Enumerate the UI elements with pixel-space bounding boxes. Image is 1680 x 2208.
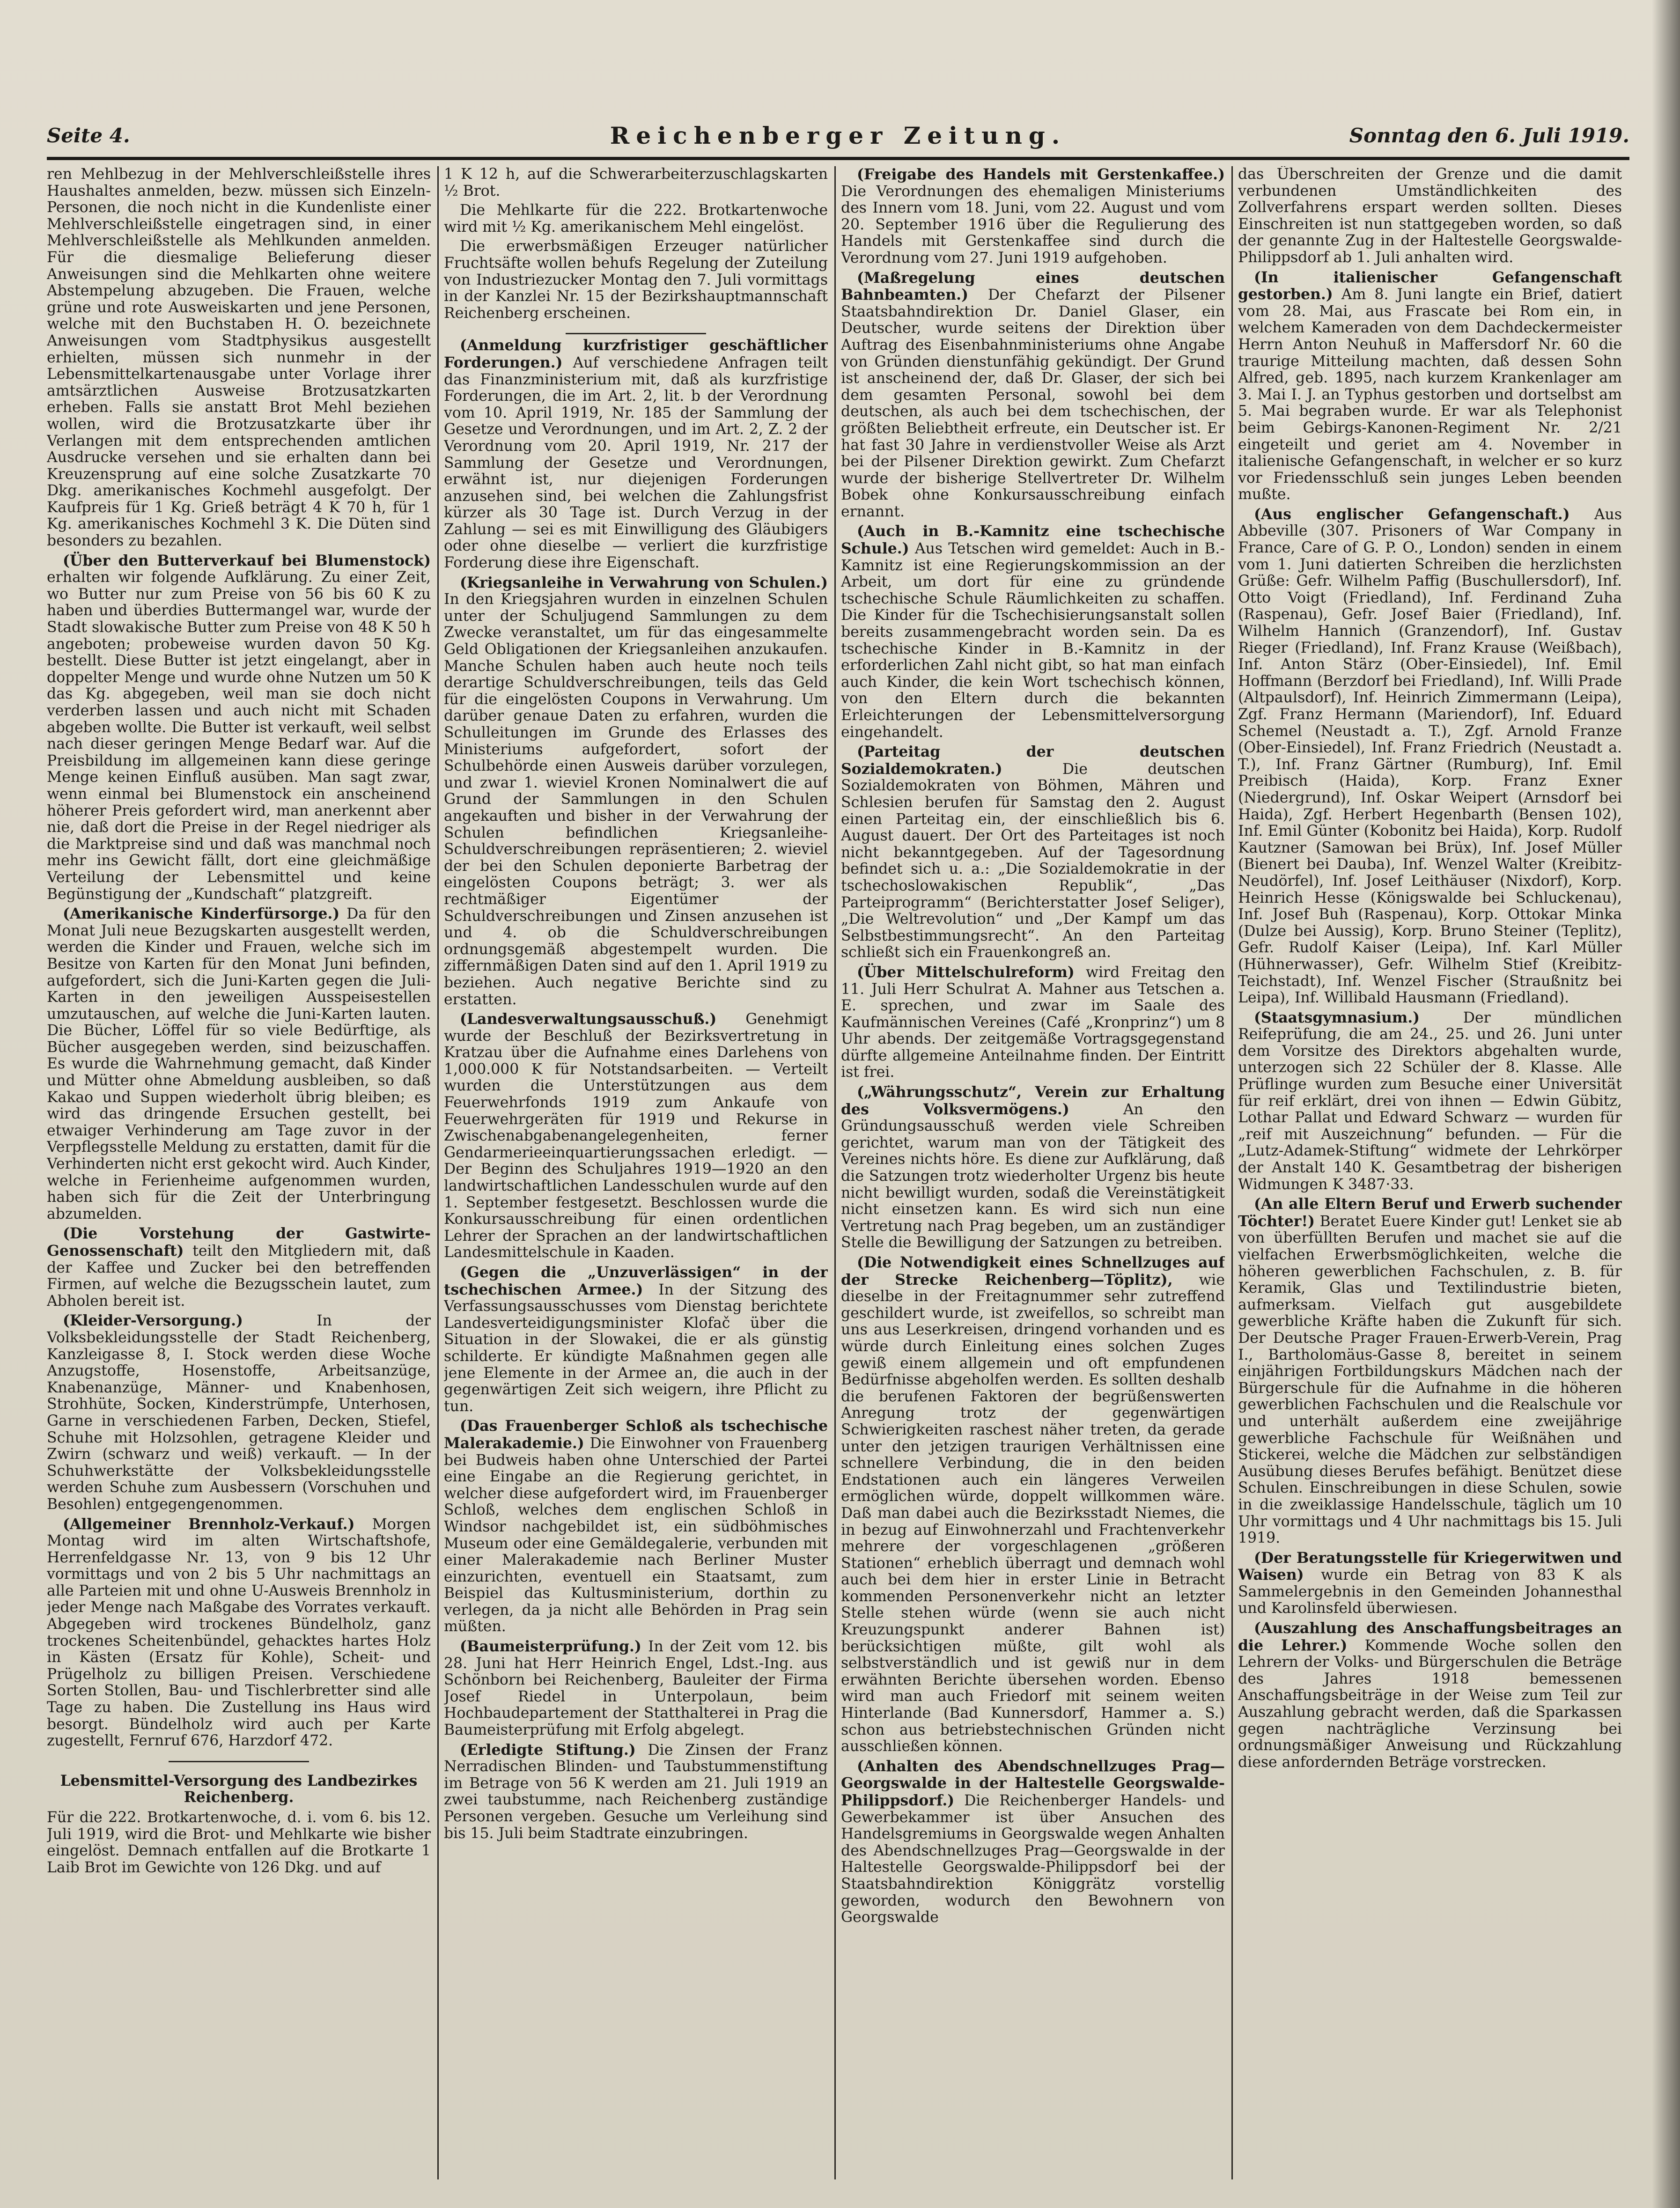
article-heading: (Das Frauenberger Schloß als tschechische Malerakademie.) bbox=[444, 1417, 828, 1452]
column-3 bbox=[841, 166, 1225, 2179]
article-paragraph bbox=[47, 1312, 431, 1513]
article-paragraph bbox=[47, 552, 431, 903]
article-heading: (Aus englischer Gefangenschaft.) bbox=[1254, 505, 1570, 523]
article-paragraph bbox=[841, 1254, 1225, 1755]
article-body: wurde ein Betrag von 83 K als Sammelergebnis in den Gemeinden Johannesthal und Karolinsfeld überwiesen. bbox=[1238, 1567, 1622, 1617]
article-paragraph bbox=[1238, 1196, 1622, 1546]
article-body: erhalten wir folgende Aufklärung. Zu einer Zeit, wo Butter nur zum Preise von 56 bis 60 K zu haben und überdies Buttermangel war, wurde der Stadt slowakische Butter zum Preise von 48 K 50 h angeboten; probeweise wurden davon 50 Kg. bestellt. Diese Butter ist jetzt eingelangt, aber in doppelter Menge und wurde ohne Nutzen um 50 K das Kg. abgegeben, weil man sie doch nicht verderben lassen und auch nicht mit Schaden abgeben wollte. Die Butter ist verkauft, weil selbst nach dieser geringen Menge Bedarf war. Auf die Preisbildung im allgemeinen kann diese geringe Menge keinen Einfluß ausüben. Man sagt zwar, wenn einmal bei Blumenstock ein anscheinend höherer Preis gefordert wird, man anerkennt aber nie, daß dort die Preise in der Regel niedriger als die Marktpreise sind und daß was manchmal noch mehr ins Gewicht fällt, dort eine gleichmäßige Verteilung der Lebensmittel und keine Begünstigung der „Kundschaft“ platzgreift. bbox=[47, 569, 431, 903]
article-body: Für die 222. Brotkartenwoche, d. i. vom 6. bis 12. Juli 1919, wird die Brot- und Mehlkarte wie bisher eingelöst. Demnach entfallen auf die Brotkarte 1 Laib Brot im Gewichte von 126 Dkg. und auf bbox=[47, 1809, 431, 1876]
article-body: wie dieselbe in der Freitagnummer sehr zutreffend geschildert wurde, ist zweifellos, so schreibt man uns aus Leserkreisen, dringend vorhanden und es würde durch Einleitung eines solchen Zuges gewiß einem allgemein und oft empfundenen Bedürfnisse abgeholfen werden. Es sollten deshalb die berufenen Faktoren der begrüßenswerten Anregung trotz der gegenwärtigen Schwierigkeiten raschest näher treten, da gerade unter den jetzigen traurigen Verhältnissen eine schnellere Verbindung, die in den beiden Endstationen auch ein längeres Verweilen ermöglichen würde, doppelt willkommen wäre. Daß man dabei auch die Bezirksstadt Niemes, die in bezug auf Einwohnerzahl und Frachtenverkehr mehrere der vorgeschlagenen „größeren Stationen“ erheblich überragt und demnach wohl auch bei dem hier in erster Linie in Betracht kommenden Personenverkehr nicht an letzter Stelle stehen würde (wenn sie auch nicht Kreuzungspunkt anderer Bahnen ist) berücksichtigen müßte, gilt wohl als selbstverständlich und ist gewiß nur in dem erwähnten Berichte übersehen worden. Ebenso wird man auch Friedorf mit seinem weiten Hinterlande (Bad Kunnersdorf, Hammer a. S.) schon aus betriebstechnischen Gründen nicht ausschließen können. bbox=[841, 1271, 1225, 1755]
article-paragraph bbox=[841, 1758, 1225, 1926]
article-heading: (Staatsgymnasium.) bbox=[1254, 1008, 1420, 1026]
article-paragraph bbox=[841, 743, 1225, 961]
article-body: In der Volksbekleidungsstelle der Stadt Reichenberg, Kanzleigasse 8, I. Stock werden diese Woche Anzugstoffe, Hosenstoffe, Arbeitsanzüge, Knabenanzüge, Männer- und Knabenhosen, Strohhüte, Socken, Kinderstrümpfe, Unterhosen, Garne in verschiedenen Farben, Decken, Stiefel, Schuhe mit Holzsohlen, getragene Kleider und Zwirn (schwarz und weiß) verkauft. — In der Schuhwerkstätte der Volksbekleidungsstelle werden Schuhe zum Ausbessern (Vorschuhen und Besohlen) entgegengenommen. bbox=[47, 1312, 431, 1513]
article-body: Die Reichenberger Handels- und Gewerbekammer ist über Ansuchen des Handelsgremiums in Georgswalde wegen Anhalten des Abendschnellzuges Prag—Georgswalde in der Haltestelle Georgswalde-Philippsdorf bei der Staatsbahndirektion Königgrätz vorstellig geworden, wodurch den Bewohnern von Georgswalde bbox=[841, 1792, 1225, 1926]
article-heading: (Erledigte Stiftung.) bbox=[460, 1741, 636, 1759]
article-heading: (Anhalten des Abendschnellzuges Prag—Georgswalde in der Haltestelle Georgswalde-Philippsdorf.) bbox=[841, 1757, 1225, 1809]
column-divider bbox=[437, 166, 439, 2179]
article-body: das Überschreiten der Grenze und die damit verbundenen Umständlichkeiten des Zollverfahrens erspart werden sollten. Dieses Einschreiten ist nun stattgegeben worden, so daß der genannte Zug in der Haltestelle Georgswalde-Philippsdorf ab 1. Juli anhalten wird. bbox=[1238, 166, 1622, 266]
article-heading: (Baumeisterprüfung.) bbox=[460, 1638, 641, 1656]
article-body: wird Freitag den 11. Juli Herr Schulrat A. Mahner aus Tetschen a. E. sprechen, und zwar im Saale des Kaufmännischen Vereines (Café „Kronprinz“) um 8 Uhr abends. Der zeitgemäße Vortragsgegenstand dürfte allgemeine Anteilnahme finden. Der Eintritt ist frei. bbox=[841, 964, 1225, 1081]
article-body: Beratet Euere Kinder gut! Lenket sie ab von überfüllten Berufen und machet sie auf die vielfachen Erwerbsmöglichkeiten, welche die höheren gewerblichen Fachschulen, z. B. für Keramik, Glas und Textilindustrie bieten, aufmerksam. Vielfach gut ausgebildete gewerbliche Kräfte haben die Zukunft für sich. Der Deutsche Prager Frauen-Erwerb-Verein, Prag I., Bartholomäus-Gasse 8, bereitet in seinem einjährigen Fortbildungskurs Mädchen nach der Bürgerschule für die Aufnahme in die höheren gewerblichen Fachschulen und die Realschule vor und unterhält außerdem eine zweijährige gewerbliche Fachschule für Weißnähen und Stickerei, welche die Mädchen zur selbständigen Ausübung dieses Berufes befähigt. Benützet diese Schulen. Einschreibungen in diese Schulen, sowie in die zweiklassige Handelsschule, täglich um 10 Uhr vormittags und 4 Uhr nachmittags bis 15. Juli 1919. bbox=[1238, 1213, 1622, 1547]
article-heading: (Gegen die „Unzuverlässigen“ in der tschechischen Armee.) bbox=[444, 1264, 828, 1298]
article-body: teilt den Mitgliedern mit, daß der Kaffee und Zucker bei den betreffenden Firmen, auf welche die Bezugsschein lautet, zum Abholen bereit ist. bbox=[47, 1243, 431, 1310]
header-rule bbox=[47, 157, 1629, 160]
article-body: In der Zeit vom 12. bis 28. Juni hat Herr Heinrich Engel, Ldst.-Ing. aus Schönborn bei Reichenberg, Bauleiter der Firma Josef Riedel in Unterpolaun, beim Hochbaudepartement der Statthalterei in Prag die Baumeisterprüfung mit Erfolg abgelegt. bbox=[444, 1638, 828, 1739]
article-paragraph bbox=[1238, 1620, 1622, 1771]
article-body: Die Zinsen der Franz Nerradischen Blinden- und Taubstummenstiftung im Betrage von 56 K werden am 21. Juli 1919 an zwei taubstumme, nach Reichenberg zuständige Personen vergeben. Gesuche um Verleihung sind bis 15. Juli beim Stadtrate einzubringen. bbox=[444, 1741, 828, 1842]
article-paragraph bbox=[444, 1264, 828, 1415]
article-body: Aus Tetschen wird gemeldet: Auch in B.-Kamnitz ist eine Regierungskommission an der Arbeit, um dort für eine zu gründende tschechische Schule Räumlichkeiten zu schaffen. Die Kinder für die Tschechisierungsanstalt sollen bereits zusammengebracht worden sein. Da es tschechische Kinder in B.-Kamnitz in der erforderlichen Zahl nicht gibt, so hat man einfach auch Kinder, die kein Wort tschechisch können, von den Eltern durch die bekannten Erleichterungen der Lebensmittelversorgung eingehandelt. bbox=[841, 540, 1225, 741]
article-body: Der Chefarzt der Pilsener Staatsbahndirektion Dr. Daniel Glaser, ein Deutscher, wurde seitens der Direktion über Auftrag des Eisenbahnministeriums ohne Angabe von Gründen dienstunfähig gekündigt. Der Grund ist anscheinend der, daß Dr. Glaser, der sich bei dem gesamten Personal, sowohl bei dem deutschen, als auch bei dem tschechischen, der größten Beliebtheit erfreute, ein Deutscher ist. Er hat fast 30 Jahre in verdienstvoller Weise als Arzt bei der Pilsener Direktion gewirkt. Zum Chefarzt wurde der bisherige Stellvertreter Dr. Wilhelm Bobek ohne Konkursausschreibung einfach ernannt. bbox=[841, 287, 1225, 520]
article-heading: (Die Notwendigkeit eines Schnellzuges auf der Strecke Reichenberg—Töplitz), bbox=[841, 1254, 1225, 1288]
article-paragraph bbox=[841, 964, 1225, 1081]
article-heading: (Parteitag der deutschen Sozialdemokraten.) bbox=[841, 743, 1225, 778]
article-heading: (Amerikanische Kinderfürsorge.) bbox=[63, 905, 340, 923]
article-paragraph bbox=[841, 1084, 1225, 1251]
article-paragraph bbox=[1238, 1550, 1622, 1617]
article-paragraph bbox=[47, 166, 431, 550]
article-heading: (Kriegsanleihe in Verwahrung von Schulen.) bbox=[460, 574, 828, 591]
article-body: Morgen Montag wird im alten Wirtschaftshofe, Herrenfeldgasse Nr. 13, von 9 bis 12 Uhr vormittags und von 2 bis 5 Uhr nachmittags an alle Parteien mit und ohne U-Ausweis Brennholz in jeder Menge nach Maßgabe des Vorrates verkauft. Abgegeben wird trockenes Bündelholz, ganz trockenes Scheitenbündel, gehacktes hartes Holz in Kästen (Ersatz für Kohle), Scheit- und Prügelholz zu billigen Preisen. Verschiedene Sorten Stollen, Bau- und Tischlerbretter sind alle Tage zu haben. Die Zustellung ins Haus wird besorgt. Bündelholz wird auch per Karte zugestellt, Fernruf 676, Harzdorf 472. bbox=[47, 1516, 431, 1750]
article-paragraph bbox=[444, 1638, 828, 1739]
article-body: ren Mehlbezug in der Mehlverschleißstelle ihres Haushaltes anmelden, bezw. müssen sich Einzeln-Personen, die noch nicht in die Kundenliste einer Mehlverschleißstelle eingetragen sind, in einer Mehlverschleißstelle als Mehlkunden anmelden. Für die diesmalige Belieferung dieser Anweisungen sind die Mehlkarten ohne weitere Abstempelung abzugeben. Die Frauen, welche grüne und rote Ausweiskarten und jene Personen, welche mit den Buchstaben H. O. bezeichnete Anweisungen vom Stadtphysikus ausgestellt erhielten, müssen sich nunmehr in der Lebensmittelkartenausgabe unter Vorlage ihrer amtsärztlichen Ausweise Brotzusatzkarten erheben. Falls sie anstatt Brot Mehl beziehen wollen, wird die Brotzusatzkarte über ihr Verlangen mit dem entsprechenden amtlichen Ausdrucke versehen und sie erhalten dann bei Kreuzensprung auf eine solche Zusatzkarte 70 Dkg. amerikanisches Kochmehl ausgefolgt. Der Kaufpreis für 1 Kg. Grieß beträgt 4 K 70 h, für 1 Kg. amerikanisches Kochmehl 3 K. Die Düten sind besonders zu bezahlen. bbox=[47, 166, 431, 550]
article-heading: („Währungsschutz“, Verein zur Erhaltung des Volksvermögens.) bbox=[841, 1083, 1225, 1118]
article-body: An den Gründungsausschuß werden viele Schreiben gerichtet, warum man von der Tätigkeit des Vereines nichts höre. Es diene zur Aufklärung, daß die Satzungen trotz wiederholter Urgenz bis heute nicht bewilligt wurden, sodaß die Vereinstätigkeit nicht einsetzen kann. Es wird sich nun eine Vertretung nach Prag begeben, um an zuständiger Stelle die Bewilligung der Satzungen zu betreiben. bbox=[841, 1101, 1225, 1251]
section-title: Lebensmittel-Versorgung des Landbezirkes Reichenberg. bbox=[60, 1772, 418, 1806]
column-divider bbox=[1231, 166, 1233, 2179]
page-number: Seite 4. bbox=[47, 124, 130, 147]
article-paragraph bbox=[1238, 269, 1622, 503]
article-heading: (Kleider-Versorgung.) bbox=[63, 1312, 243, 1330]
article-body: Die Verordnungen des ehemaligen Ministeriums des Innern vom 18. Juni, vom 22. August und vom 20. September 1916 über die Regulierung des Handels mit Gerstenkaffee sind durch die Verordnung vom 27. Juni 1919 aufgehoben. bbox=[841, 183, 1225, 266]
article-heading: (Landesverwaltungsausschuß.) bbox=[460, 1010, 717, 1028]
article-body: Genehmigt wurde der Beschluß der Bezirksvertretung in Kratzau über die Aufnahme eines Darlehens von 1,000.000 K für Notstandsarbeiten. — Verteilt wurden die Unterstützungen aus dem Feuerwehrfonds 1919 zum Ankaufe von Feuerwehrgeräten für 1919 und Rekurse in Zwischenabgabenangelegenheiten, ferner Gendarmerieeinquartierungssachen erledigt. — Der Beginn des Schuljahres 1919—1920 an den landwirtschaftlichen Landesschulen wurde auf den 1. September festgesetzt. Beschlossen wurde die Konkursausschreibung für einen ordentlichen Lehrer der Sprachen an der landwirtschaftlichen Landesmittelschule in Kaaden. bbox=[444, 1011, 828, 1261]
article-body: Der mündlichen Reifeprüfung, die am 24., 25. und 26. Juni unter dem Vorsitze des Direktors abgehalten wurde, unterzogen sich 22 Schüler der 8. Klasse. Alle Prüflinge wurden zum Besuche einer Universität für reif erklärt, drei von ihnen — Edwin Gübitz, Lothar Pallat und Edward Schwarz — wurden für „reif mit Auszeichnung“ befunden. — Für die „Lutz-Adamek-Stiftung“ widmete der Lehrkörper der Anstalt 140 K. Gesamtbetrag der bisherigen Widmungen K 3487·33. bbox=[1238, 1009, 1622, 1193]
article-body: In der Sitzung des Verfassungsausschusses vom Dienstag berichtete Landesverteidigungsminister Klofač über die Situation in der Slowakei, die er als günstig schilderte. Er kündigte Maßnahmen gegen alle jene Elemente in der Armee an, die auch in der gegenwärtigen Zeit sich weigern, ihre Pflicht zu tun. bbox=[444, 1281, 828, 1415]
section-rule bbox=[169, 1761, 309, 1762]
article-paragraph bbox=[841, 270, 1225, 521]
article-paragraph bbox=[47, 1516, 431, 1750]
article-body: 1 K 12 h, auf die Schwerarbeiterzuschlagskarten ½ Brot. bbox=[444, 166, 828, 199]
page-edge-shadow bbox=[1652, 0, 1680, 2208]
article-body: Am 8. Juni langte ein Brief, datiert vom 28. Mai, aus Frascate bei Rom ein, in welchem Kameraden von dem Dachdeckermeister Herrn Anton Neuhuß in Maffersdorf Nr. 60 die traurige Mitteilung machten, daß dessen Sohn Alfred, geb. 1895, nach kurzem Krankenlager am 3. Mai I. J. an Typhus gestorben und dortselbst am 5. Mai begraben wurde. Er war als Telephonist beim Gebirgs-Kanonen-Regiment Nr. 2/21 eingeteilt und geriet am 4. November in italienische Gefangenschaft, in welcher er so kurz vor Friedensschluß sein junges Leben beenden mußte. bbox=[1238, 286, 1622, 503]
article-body: In den Kriegsjahren wurden in einzelnen Schulen unter der Schuljugend Sammlungen zu dem Zwecke veranstaltet, um für das eingesammelte Geld Obligationen der Kriegsanleihen anzukaufen. Manche Schulen haben auch heute noch teils derartige Schuldverschreibungen, teils das Geld für die eingelösten Coupons in Verwahrung. Um darüber genaue Daten zu erfahren, wurden die Schulleitungen im Grunde des Erlasses des Ministeriums aufgefordert, sofort der Schulbehörde einen Ausweis darüber vorzulegen, und zwar 1. wieviel Kronen Nominalwert die auf Grund der Sammlungen in den Schulen angekauften und bisher in der Verwahrung der Schulen befindlichen Kriegsanleihe-Schuldverschreibungen repräsentieren; 2. wieviel der bei den Schulen deponierte Barbetrag der eingelösten Coupons beträgt; 3. wer als rechtmäßiger Eigentümer der Schuldverschreibungen und Zinsen anzusehen ist und 4. ob die Schuldverschreibungen ordnungsgemäß abgestempelt wurden. Die ziffernmäßigen Daten sind auf den 1. April 1919 zu beziehen. Auch negative Berichte sind zu erstatten. bbox=[444, 591, 828, 1008]
article-body: Die Einwohner von Frauenberg bei Budweis haben ohne Unterschied der Partei eine Eingabe an die Regierung gerichtet, in welcher diese aufgefordert wird, im Frauenberger Schloß, welches dem englischen Schloß in Windsor nachgebildet ist, ein südböhmisches Museum oder eine Gemäldegalerie, verbunden mit einer Malerakademie nach Berliner Muster einzurichten, eventuell ein Staatsamt, zum Beispiel das Kultusministerium, dorthin zu verlegen, da ja nicht alle Behörden in Prag sein müßten. bbox=[444, 1435, 828, 1635]
article-paragraph bbox=[47, 1225, 431, 1310]
article-heading: (Auch in B.-Kamnitz eine tschechische Schule.) bbox=[841, 523, 1225, 558]
article-heading: (Maßregelung eines deutschen Bahnbeamten.) bbox=[841, 269, 1225, 304]
article-paragraph bbox=[444, 166, 828, 199]
article-paragraph bbox=[47, 905, 431, 1222]
section-rule bbox=[566, 333, 706, 334]
article-paragraph bbox=[444, 202, 828, 236]
issue-date: Sonntag den 6. Juli 1919. bbox=[1349, 124, 1629, 147]
article-paragraph bbox=[1238, 166, 1622, 266]
article-paragraph bbox=[444, 1418, 828, 1635]
article-paragraph bbox=[444, 337, 828, 571]
article-paragraph bbox=[841, 166, 1225, 267]
article-heading: (Über Mittelschulreform) bbox=[857, 963, 1075, 981]
article-heading: (An alle Eltern Beruf und Erwerb suchender Töchter!) bbox=[1238, 1195, 1622, 1230]
article-heading: (Allgemeiner Brennholz-Verkauf.) bbox=[63, 1515, 355, 1533]
article-heading: (Freigabe des Handels mit Gerstenkaffee.) bbox=[857, 166, 1225, 183]
article-paragraph bbox=[47, 1810, 431, 1876]
column-4 bbox=[1238, 166, 1622, 2179]
article-heading: (Über den Butterverkauf bei Blumenstock) bbox=[63, 552, 431, 569]
article-paragraph bbox=[1238, 506, 1622, 1007]
article-body: Auf verschiedene Anfragen teilt das Finanzministerium mit, daß als kurzfristige Forderungen, die im Art. 2, lit. b der Verordnung vom 10. April 1919, Nr. 185 der Sammlung der Gesetze und Verordnungen, und im Art. 2, Z. 2 der Verordnung vom 20. April 1919, Nr. 217 der Sammlung der Gesetze und Verordnungen, erwähnt ist, nur diejenigen Forderungen anzusehen sind, bei welchen die Zahlungsfrist kürzer als 30 Tage ist. Durch Verzug in der Zahlung — sei es mit Einwilligung des Gläubigers oder ohne dieselbe — verliert die kurzfristige Forderung diese ihre Eigenschaft. bbox=[444, 354, 828, 572]
article-body: Die erwerbsmäßigen Erzeuger natürlicher Fruchtsäfte wollen behufs Regelung der Zuteilung von Industriezucker Montag den 7. Juli vormittags in der Kanzlei Nr. 15 der Bezirkshauptmannschaft Reichenberg erscheinen. bbox=[444, 238, 828, 322]
column-divider bbox=[834, 166, 836, 2179]
article-body: Da für den Monat Juli neue Bezugskarten ausgestellt werden, werden die Kinder und Frauen, welche sich im Besitze von Karten für den Monat Juni befinden, aufgefordert, sich die Juni-Karten gegen die Juli-Karten in den jeweiligen Ausspeisestellen umzutauschen, auf welche die Juni-Karten lauten. Die Bücher, Löffel für so viele Bedürftige, als Bücher ausgegeben werden, sind beizuschaffen. Es wurde die Wahrnehmung gemacht, daß Kinder und Mütter ohne Abmeldung ausbleiben, so daß Kakao und Suppen wiederholt übrig bleiben; es wird das dringende Ersuchen gestellt, bei etwaiger Verhinderung am Tage zuvor in der Verpflegsstelle Meldung zu erstatten, damit für die Verhinderten nicht erst gekocht wird. Auch Kinder, welche in Ferienheime aufgenommen wurden, haben sich für die Zeit der Unterbringung abzumelden. bbox=[47, 905, 431, 1222]
page-header bbox=[47, 119, 1629, 152]
article-paragraph bbox=[444, 1011, 828, 1261]
article-paragraph bbox=[444, 574, 828, 1008]
article-paragraph bbox=[1238, 1009, 1622, 1193]
article-heading: (In italienischer Gefangenschaft gestorben.) bbox=[1238, 268, 1622, 303]
article-paragraph bbox=[444, 1742, 828, 1842]
article-body: Die deutschen Sozialdemokraten von Böhmen, Mähren und Schlesien berufen für Samstag den 2. August einen Parteitag ein, der einschließlich bis 6. August dauert. Der Ort des Parteitages ist noch nicht bekanntgegeben. Auf der Tagesordnung befindet sich u. a.: „Die Sozialdemokratie in der tschechoslowakischen Republik“, „Das Parteiprogramm“ (Berichterstatter Josef Seliger), „Die Weltrevolution“ und „Der Kampf um das Selbstbestimmungsrecht“. An den Parteitag schließt sich ein Frauenkongreß an. bbox=[841, 760, 1225, 961]
column-2 bbox=[444, 166, 828, 2179]
article-heading: (Anmeldung kurzfristiger geschäftlicher Forderungen.) bbox=[444, 337, 828, 371]
column-1 bbox=[47, 166, 431, 2179]
article-heading: (Auszahlung des Anschaffungsbeitrages an die Lehrer.) bbox=[1238, 1619, 1622, 1654]
article-paragraph bbox=[444, 238, 828, 322]
article-heading: (Die Vorstehung der Gastwirte-Genossenschaft) bbox=[47, 1225, 431, 1259]
article-body: Kommende Woche sollen den Lehrern der Volks- und Bürgerschulen die Beträge des Jahres 1918 bemessenen Anschaffungsbeiträge in der Weise zum Teil zur Auszahlung gebracht werden, daß die Sparkassen gegen nachträgliche Verzinsung bei ordnungsmäßiger Anweisung und Rückzahlung diese anfordernden Beträge vorstrecken. bbox=[1238, 1637, 1622, 1771]
masthead-title: Reichenberger Zeitung. bbox=[610, 122, 1067, 149]
article-heading: (Der Beratungsstelle für Kriegerwitwen und Waisen) bbox=[1238, 1549, 1622, 1584]
article-body: Aus Abbeville (307. Prisoners of War Company in France, Care of G. P. O., London) senden in einem vom 1. Juni datierten Schreiben die herzlichsten Grüße: Gefr. Wilhelm Paffig (Buschullersdorf), Inf. Otto Voigt (Friedland), Inf. Ferdinand Zuha (Raspenau), Gefr. Josef Baier (Friedland), Inf. Wilhelm Hannich (Granzendorf), Inf. Gustav Rieger (Friedland), Inf. Franz Krause (Weißbach), Inf. Anton Stärz (Ober-Einsiedel), Inf. Emil Hoffmann (Berzdorf bei Friedland), Inf. Willi Prade (Altpaulsdorf), Inf. Heinrich Zimmermann (Leipa), Zgf. Franz Hermann (Mariendorf), Inf. Eduard Schemel (Neustadt a. T.), Zgf. Arnold Franze (Ober-Einsiedel), Inf. Franz Friedrich (Neustadt a. T.), Inf. Franz Gärtner (Rumburg), Inf. Emil Preibisch (Haida), Korp. Franz Exner (Niedergrund), Inf. Oskar Weipert (Arnsdorf bei Haida), Zgf. Herbert Hegenbarth (Bensen 102), Inf. Emil Günter (Kobonitz bei Haida), Korp. Rudolf Kautzner (Samowan bei Brüx), Inf. Josef Müller (Bienert bei Dauba), Inf. Wenzel Walter (Kreibitz-Neudörfel), Inf. Josef Leithäuser (Nixdorf), Korp. Heinrich Hesse (Königswalde bei Schluckenau), Inf. Josef Buh (Raspenau), Korp. Ottokar Minka (Dulze bei Aussig), Korp. Bruno Steiner (Teplitz), Gefr. Rudolf Kaiser (Leipa), Inf. Karl Müller (Hühnerwasser), Gefr. Wilhelm Stief (Kreibitz-Teichstadt), Inf. Wenzel Fischer (Straußnitz bei Leipa), Inf. Willibald Hausmann (Friedland). bbox=[1238, 506, 1622, 1007]
article-body: Die Mehlkarte für die 222. Brotkartenwoche wird mit ½ Kg. amerikanischem Mehl eingelöst. bbox=[444, 202, 828, 236]
article-paragraph bbox=[841, 523, 1225, 741]
